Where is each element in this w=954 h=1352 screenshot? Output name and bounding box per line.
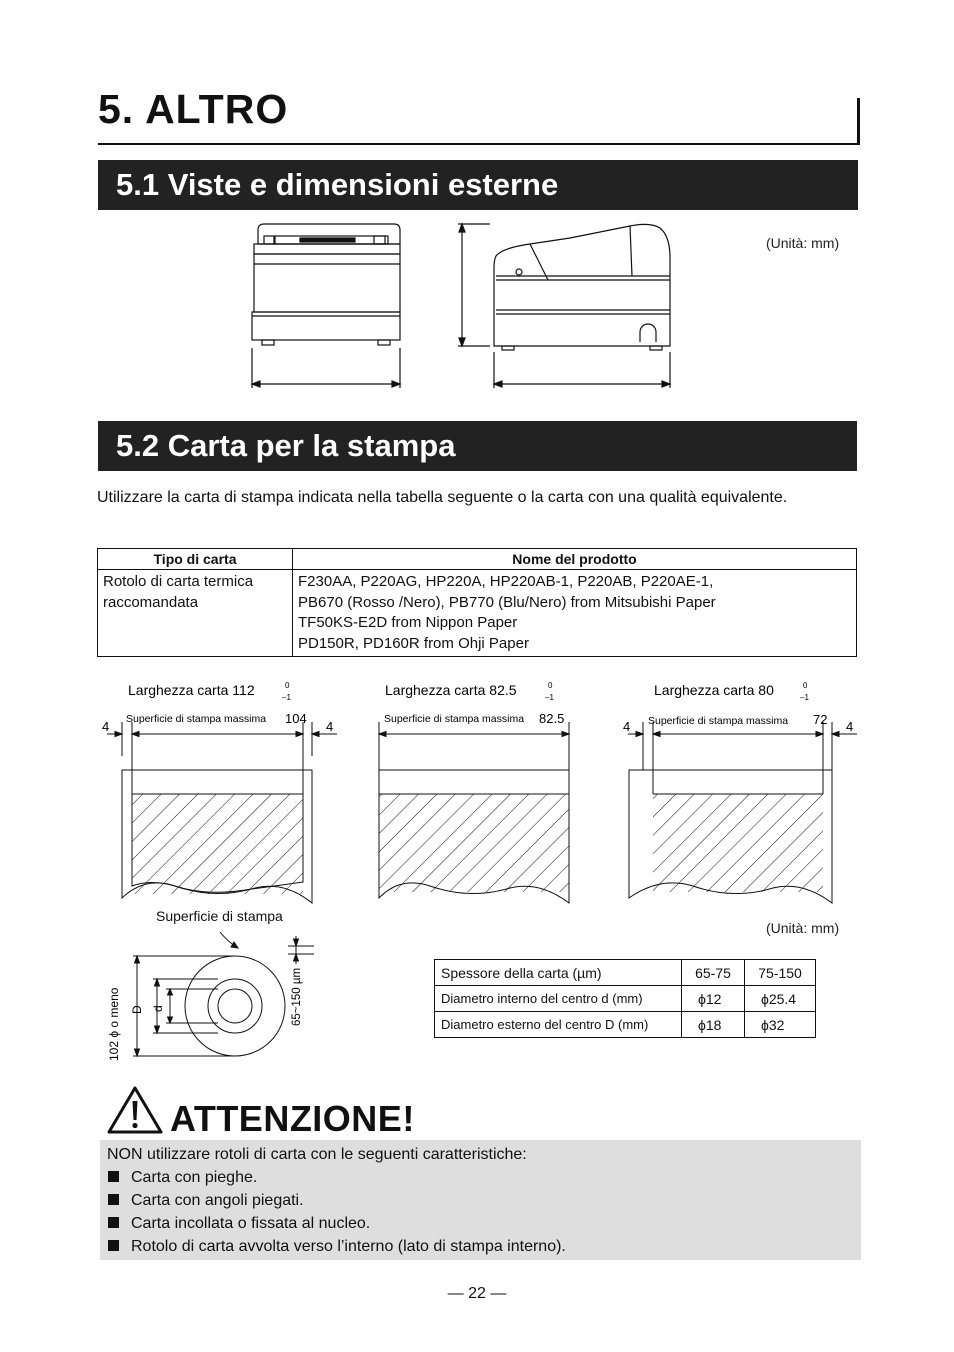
product-line: F230AA, P220AG, HP220A, HP220AB-1, P220AB, P220AE-1, xyxy=(298,573,714,590)
margin-right: 4 xyxy=(326,719,334,734)
page-number: — 22 — xyxy=(447,1285,507,1302)
product-line: PD150R, PD160R from Ohji Paper xyxy=(298,634,529,652)
warning-item xyxy=(107,1235,861,1258)
inner-diameter-cell: ϕ12 xyxy=(682,986,745,1012)
paper-table xyxy=(97,548,857,657)
section-title-5-2: 5.2 Carta per la stampa xyxy=(98,421,857,471)
roll-surface-label: Superficie di stampa xyxy=(156,908,283,924)
paper-product-cell xyxy=(293,570,857,657)
bullet-square-icon xyxy=(108,1194,119,1205)
roll-core-inner-label: d xyxy=(151,1005,165,1012)
printer-views-drawing xyxy=(240,218,690,398)
chapter-rule-end xyxy=(857,98,860,145)
paper-type-cell xyxy=(98,570,293,657)
thickness-row-label: Spessore della carta (µm) xyxy=(435,960,682,986)
warning-title: ATTENZIONE! xyxy=(170,1098,415,1139)
warning-item-text: Carta con pieghe. xyxy=(131,1169,258,1186)
paper-table-header-type: Tipo di carta xyxy=(98,549,293,570)
print-area-value: 72 xyxy=(813,712,828,727)
printer-front-view xyxy=(252,224,400,388)
paper-diagram-112 xyxy=(102,681,337,903)
unit-label-top: (Unità: mm) xyxy=(766,235,840,251)
printer-side-view xyxy=(458,224,670,388)
thickness-cell: 75-150 xyxy=(745,960,816,986)
width-label-82-5: Larghezza carta 82.5 xyxy=(385,682,517,698)
intro-paragraph: Utilizzare la carta di stampa indicata nella tabella seguente o la carta con una qualità equivalente. xyxy=(97,489,788,506)
roll-core-outer-label: D xyxy=(130,1005,144,1014)
product-line: PB670 (Rosso /Nero), PB770 (Blu/Nero) from Mitsubishi Paper xyxy=(298,593,716,611)
margin-left: 4 xyxy=(623,719,631,734)
print-area-value: 104 xyxy=(285,711,307,726)
paper-table-header-product: Nome del prodotto xyxy=(293,549,857,570)
width-label-80: Larghezza carta 80 xyxy=(654,682,774,698)
warning-triangle-icon xyxy=(106,1085,164,1135)
paper-type-line: Rotolo di carta termica xyxy=(103,573,254,590)
bullet-square-icon xyxy=(108,1171,119,1182)
print-area-label: Superficie di stampa massima xyxy=(648,715,789,727)
tolerance-bottom: –1 xyxy=(545,693,554,702)
tolerance-top: 0 xyxy=(285,681,290,690)
roll-thickness-label: 65~150 µm xyxy=(291,967,303,1026)
paper-diagram-82-5 xyxy=(379,681,569,903)
paper-type-line: raccomandata xyxy=(103,593,199,611)
width-label-112: Larghezza carta 112 xyxy=(128,682,255,698)
warning-item-text: Rotolo di carta avvolta verso l’interno (lato di stampa interno). xyxy=(131,1238,566,1255)
warning-intro: NON utilizzare rotoli di carta con le seguenti caratteristiche: xyxy=(107,1146,527,1163)
chapter-rule xyxy=(98,143,860,145)
warning-item xyxy=(107,1212,861,1235)
chapter-title: 5. ALTRO xyxy=(98,86,289,132)
tolerance-bottom: –1 xyxy=(800,693,809,702)
inner-diameter-row-label: Diametro interno del centro d (mm) xyxy=(435,986,682,1012)
print-area-label: Superficie di stampa massima xyxy=(384,713,525,725)
outer-diameter-cell: ϕ32 xyxy=(745,1012,816,1038)
warning-item xyxy=(107,1166,861,1189)
margin-left: 4 xyxy=(102,719,110,734)
outer-diameter-row-label: Diametro esterno del centro D (mm) xyxy=(435,1012,682,1038)
paper-width-diagrams xyxy=(95,676,860,906)
paper-roll-drawing xyxy=(100,926,320,1066)
thickness-cell: 65-75 xyxy=(682,960,745,986)
print-area-label: Superficie di stampa massima xyxy=(126,713,267,725)
warning-item-text: Carta con angoli piegati. xyxy=(131,1192,304,1209)
print-area-value: 82.5 xyxy=(539,711,565,726)
outer-diameter-cell: ϕ18 xyxy=(682,1012,745,1038)
tolerance-bottom: –1 xyxy=(282,693,291,702)
inner-diameter-cell: ϕ25.4 xyxy=(745,986,816,1012)
warning-item xyxy=(107,1189,861,1212)
bullet-square-icon xyxy=(108,1217,119,1228)
warning-item-text: Carta incollata o fissata al nucleo. xyxy=(131,1215,371,1232)
bullet-square-icon xyxy=(108,1240,119,1251)
unit-label-bottom: (Unità: mm) xyxy=(766,920,840,936)
paper-diagram-80 xyxy=(623,681,857,903)
roll-outer-diameter-label: 102 ϕ o meno xyxy=(107,987,121,1061)
product-line: TF50KS-E2D from Nippon Paper xyxy=(298,614,518,631)
thickness-table xyxy=(434,959,816,1038)
tolerance-top: 0 xyxy=(548,681,553,690)
section-title-5-1: 5.1 Viste e dimensioni esterne xyxy=(98,160,858,210)
margin-right: 4 xyxy=(846,719,854,734)
tolerance-top: 0 xyxy=(803,681,808,690)
warning-box xyxy=(100,1140,861,1260)
